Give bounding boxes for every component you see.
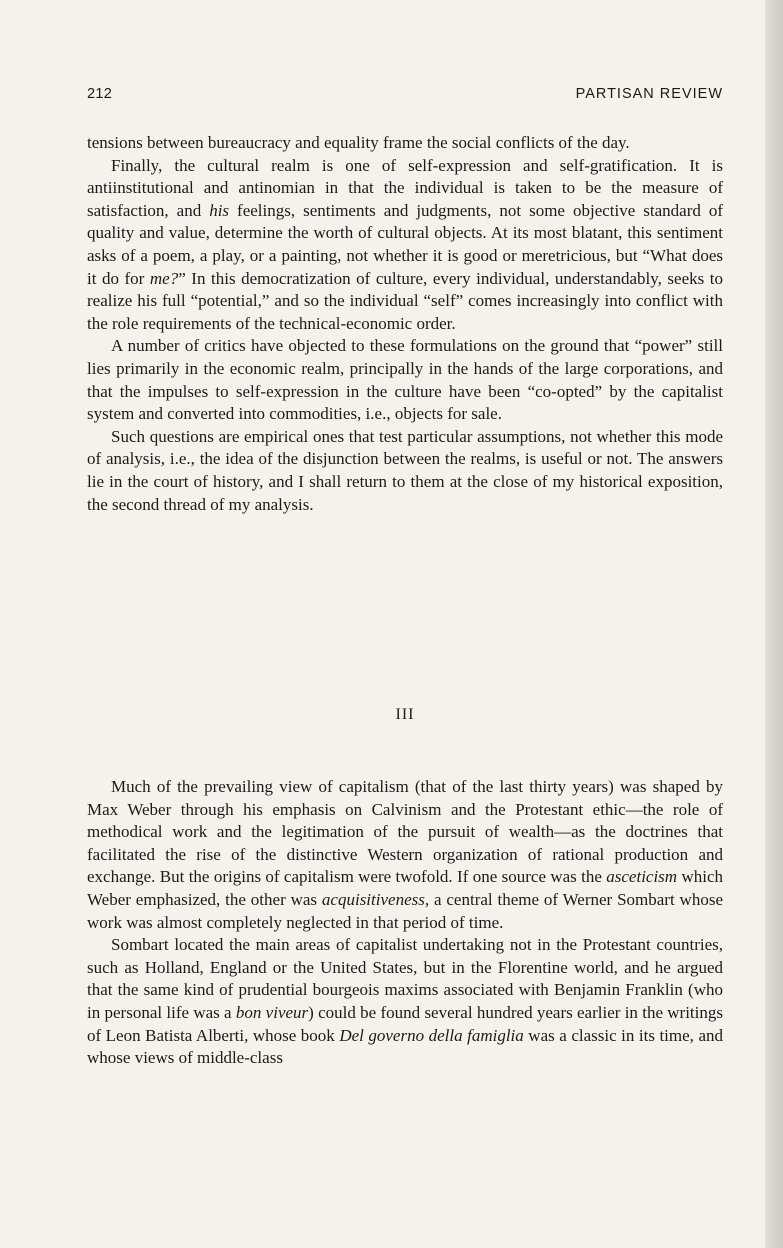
text-run: ) could be found several hundred years earlier in the writings of Leon Batista Alberti, whose book	[87, 1002, 723, 1045]
section-heading: III	[395, 706, 415, 723]
paragraph	[87, 155, 723, 336]
paragraph	[87, 426, 723, 516]
page-number: 212	[87, 86, 113, 102]
italic-text: asceticism	[606, 867, 678, 887]
text-run: Sombart located the main areas of capitalist undertaking not in the Protestant countries, such as Holland, England or the United States, but in the Florentine world, and he argued that the same kind of prudential bourgeois maxims associated with Benjamin Franklin (who in personal life was a	[87, 935, 723, 1022]
text-run: ” In this democratization of culture, every individual, understandably, seeks to realize his full “potential,” and so the individual “self” comes increasingly into conflict with the role requirements of the technical-economic order.	[87, 268, 723, 333]
text-run: was a classic in its time, and whose views of middle-class	[87, 1025, 723, 1068]
text-run: Finally, the cultural realm is one of self-expression and self-gratification. It is antiinstitutional and antinomian in that the individual is taken to be the measure of satisfaction, and	[87, 155, 723, 220]
text-run: a central theme of Werner Sombart whose work was almost completely neglected in that period of time.	[87, 889, 723, 932]
paragraph	[87, 934, 723, 1070]
italic-text: me?	[149, 268, 179, 288]
italic-text: his	[209, 200, 230, 220]
page-edge-shadow	[765, 0, 783, 1248]
italic-text: bon viveur	[235, 1002, 309, 1022]
paragraph	[87, 335, 723, 425]
italic-text: acquisitiveness,	[321, 889, 430, 909]
paragraph	[87, 132, 723, 155]
text-run: tensions between bureaucracy and equality frame the social conflicts of the day.	[87, 133, 630, 152]
text-run: Much of the prevailing view of capitalism (that of the last thirty years) was shaped by Max Weber through his emphasis on Calvinism and the Protestant ethic—the role of methodical work and the legitimation of the pursuit of wealth—as the doctrines that facilitated the rise of the distinctive Western organization of rational production and exchange. But the origins of capitalism were twofold. If one source was the	[87, 777, 723, 887]
text-run: Such questions are empirical ones that test particular assumptions, not whether this mode of analysis, i.e., the idea of the disjunction between the realms, is useful or not. The answers lie in the court of history, and I shall return to them at the close of my historical exposition, the second thread of my analysis.	[87, 426, 723, 514]
text-run: feelings, sentiments and judgments, not some objective standard of quality and value, determine the worth of cultural objects. At its most blatant, this sentiment asks of a poem, a play, or a painting, not whether it is good or meretricious, but “What does it do for	[87, 200, 724, 288]
paragraph	[87, 776, 723, 934]
body-text-before-section	[87, 132, 723, 516]
italic-text: Del governo della famiglia	[339, 1025, 524, 1045]
text-run: which Weber emphasized, the other was	[87, 867, 723, 909]
body-text-after-section	[87, 776, 723, 1070]
running-header	[87, 86, 723, 108]
running-head-title: PARTISAN REVIEW	[575, 86, 723, 102]
text-run: A number of critics have objected to these formulations on the ground that “power” still lies primarily in the economic realm, principally in the hands of the large corporations, and that the impulses to self-expression in the culture have been “co-opted” by the capitalist system and converted into commodities, i.e., objects for sale.	[87, 336, 723, 424]
